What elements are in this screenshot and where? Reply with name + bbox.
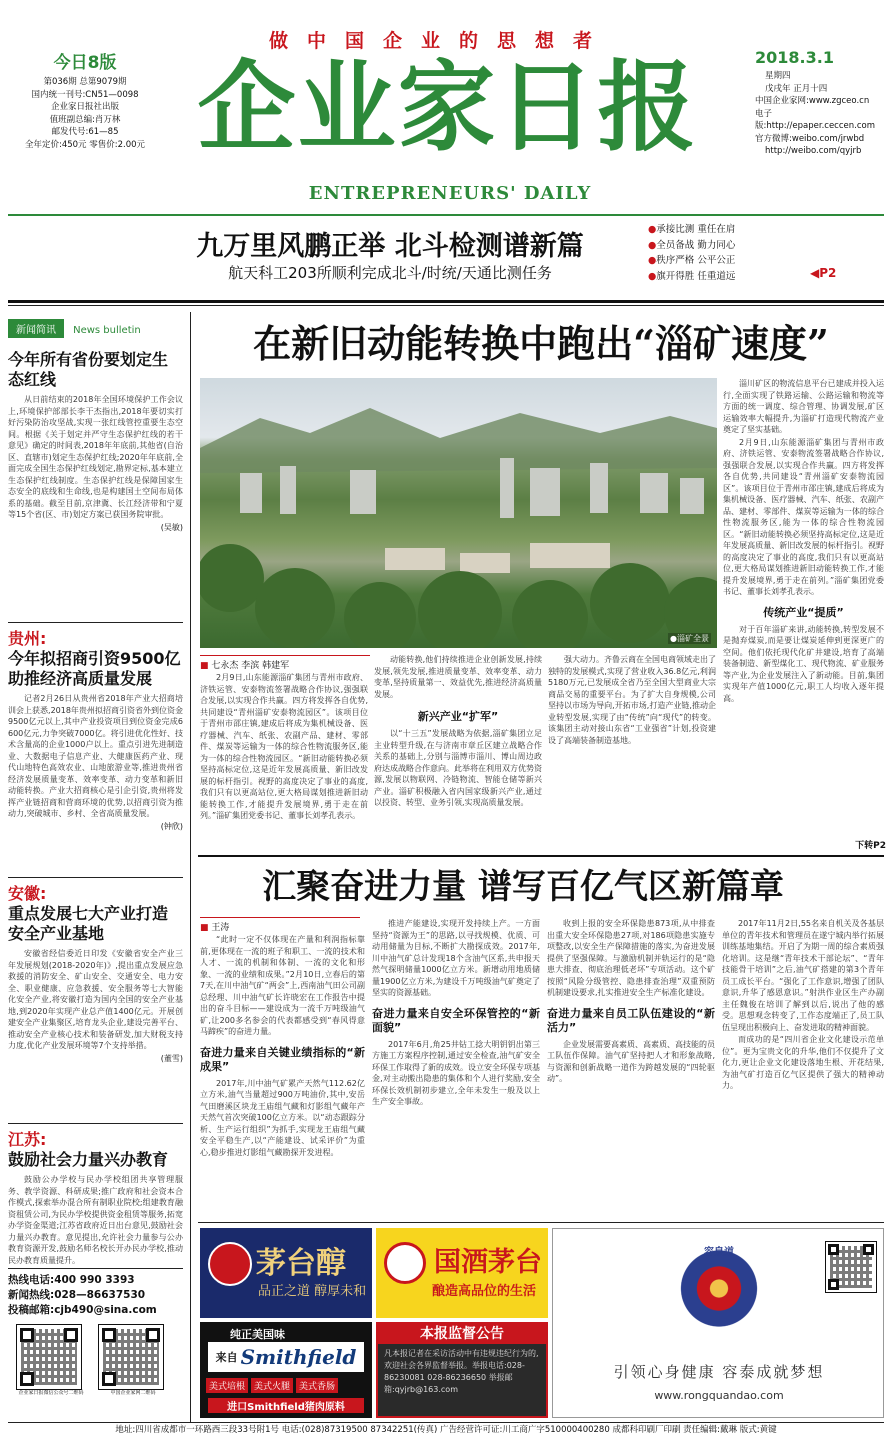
news-item-pre: 安徽: (8, 884, 47, 903)
price-info: 全年定价:450元 零售价:2.00元 (24, 139, 146, 150)
news-item-author: (董雪) (160, 1053, 183, 1063)
lead-photo (200, 378, 717, 648)
second-column-2: 推进产能建设,实现开发持续上产。一方面坚持“资源为王”的思路,以寻找规模、优质、可动用储量为目标,不断扩大勘探成效。2017年,川中油气矿总计发现18个含油气区系,共申报天然气探明储量1000亿立方米。新增动用地质储量1900亿立方米,为建设千万吨级油气矿奠定了坚实的资源基础。 奋进力量来自安全环保管控的“新面貌” 2017年6月,角25井钻工捻大明钥钥出第三方施工方案程序控制,通过安全检查,油气矿安全环保工作取得了新的成效。设立安全环保专项基金,对主动搬出隐患的集体和个人进行奖励,安全环保长效机制初步建立,全年未发生一般及以上生产安全事故。 (372, 919, 540, 1106)
qr-caption: 企业家日报微信公众号二维码 (18, 1390, 84, 1396)
news-hotline: 新闻热线:028—86637530 (8, 1289, 146, 1301)
epaper-link[interactable]: 电子版:http://epaper.ceccen.com (755, 108, 876, 131)
news-tag-en: News bulletin (73, 325, 141, 336)
news-item (8, 877, 183, 1123)
circle-bullet-icon: ● (648, 255, 657, 266)
news-item-title: 重点发展七大产业打造安全产业基地 (8, 904, 169, 943)
notice-body: 凡本报记者在采访活动中有违规违纪行为的,欢迎社会各界监督举报。举报电话:028-86230081 028-86236650 举报邮箱:qyjrb@163.com (384, 1349, 539, 1394)
ad3-item: 美式香肠 (296, 1378, 338, 1393)
lunar-date: 戊戌年 正月十四 (765, 83, 828, 94)
ad1-title: 茅台醇 (256, 1246, 346, 1281)
guojiu-logo-icon (384, 1242, 426, 1284)
triangle-arrow-icon: ◀ (810, 266, 820, 280)
ad3-bottom: 进口Smithfield猪肉原料 (208, 1398, 364, 1413)
cn-number: 国内统一刊号:CN51—0098 (31, 89, 139, 100)
issue-number: 第036期 总第9079期 (43, 77, 127, 87)
second-column-1: “此时一定不仅体现在产量和利润指标靠前,更体现在一流的班子和职工、一流的技术和人才、一流的机制和体制、一流的文化和形象、一流的业绩和成果。”2月10日,立春后的第7天,在川中油气矿“两会”上,西南油气田公司副总经理、川中油气矿长许晓宏在工作报告中提出的奋斗目标——建设成为一流千万吨级油气矿,让200多名参会的代表都感受到“春风得意马蹄疾”的奋进力量。 奋进力量来自关键业绩指标的“新成果” 2017年,川中油气矿累产天然气112.62亿立方米,油气当量超过900万吨油价,其中,安岳气田磨溪区块龙王庙组气藏和灯影组气藏年产天然气首次突破100亿立方米。以“动态跟踪分析、生产运行组织”为抓手,实现龙王庙组气藏安全平稳生产,以“产能建设、试采评价”为重心,稳步推进灯影组气藏勘探开发进程。 (200, 935, 365, 1157)
edition-label: 今日8版 (53, 53, 117, 73)
lead-column-1: 2月9日,山东能源淄矿集团与青州市政府、济铁运管、安泰物流签署战略合作协议,强强联合发展,以实现合作共赢。四方将发挥各自优势,共同建设“青州淄矿安泰物流园区”。该项目位于青州市邵庄镇,建成后将成为集机械设备、医疗器械、汽车、纸张、农副产品、建材、零部件、煤炭等运输为一体的综合性物流服务区,能为一体的综合性物流园区。“新旧动能转换必须坚持高标定位,这是近年发展高质量、新旧改发展的标杆指引。视野的高度决定了事业的高度,我们只有以更高站位,更大格局谋划推进新旧动能转换工作,才能提升发展境界,勇于走在前列。”淄矿集团党委书记、董事长刘孝孔表示。 (200, 673, 368, 820)
lead-rule (198, 855, 884, 857)
banner-point: ●承接比测 重任在肩 (648, 224, 736, 235)
news-item-author: (吴敏) (160, 522, 183, 532)
lead-column-3: 强大动力。齐鲁云商在全国电商领域走出了独特的发展模式,实现了营业收入36.8亿元,利润5180万元,已发展成全省乃至全国大型商业大宗商品交易的重要平台。为了扩大自身规模,公司坚持以市场为导向,开拓市场,打造产业链,推动企业转型发展,实现了由“传统”向“现代”的转变。该集团主动对接山东省“工业强省”计划,投资建设了高端装备制造基地。 (548, 655, 716, 745)
banner-point: ●全员备战 勤力同心 (648, 239, 736, 251)
ad1-slogan: 品正之道 醇厚未和 (258, 1284, 367, 1299)
lead-subhead-2: 传统产业“提质” (763, 605, 844, 619)
news-item-pre: 贵州: (8, 629, 47, 648)
publisher: 企业家日报社出版 (50, 102, 119, 112)
ad2-title: 国酒茅台 (434, 1247, 542, 1278)
smithfield-logo: Smithfield (240, 1345, 357, 1369)
second-author: ■ 王涛 (200, 917, 360, 931)
ad4-brand: 容泉道 (704, 1247, 734, 1258)
ad3-prefix: 来自 (215, 1351, 238, 1364)
contact-box (8, 1268, 183, 1418)
footer-info: 地址:四川省成都市一环路西三段33号附1号 电话:(028)87319500 87342251(传真) 广告经营许可证:川工商广字510000400280 成都科印刷厂印刷 责任编辑:戴琳 版式:黄键 (115, 1425, 777, 1435)
ad-guojiu-maotai[interactable] (376, 1228, 548, 1318)
ad-rongquandao[interactable] (552, 1228, 884, 1418)
second-subhead-3: 奋进力量来自员工队伍建设的“新活力” (547, 1006, 715, 1034)
weibo-link[interactable]: 官方微博:weibo.com/jrwbd (755, 133, 865, 144)
news-tag-cn: 新闻简讯 (8, 319, 64, 338)
banner-point: ●秩序严格 公平公正 (648, 255, 736, 266)
banner-points (648, 222, 798, 292)
second-subhead-2: 奋进力量来自安全环保管控的“新面貌” (372, 1006, 540, 1034)
weibo-link-2[interactable]: http://weibo.com/qyjrb (765, 146, 862, 156)
ad2-slogan: 酿造高品位的生活 (432, 1284, 537, 1299)
city-photo-illustration (200, 378, 717, 648)
lead-subhead: 新兴产业“扩军” (417, 710, 499, 723)
circle-bullet-icon: ● (648, 270, 657, 282)
second-column-3: 收到上报的安全环保隐患873项,从中排查出重大安全环保隐患27项,对186项隐患实施专项整改,以安全生产保障措施的落实,为奋进发展提供了坚强保障。与激励机制并轨运行的是“隐患大排查、彻底治理低老坏”专项活动。这个矿按照“风险分级管控、隐患排查治理”双重预防机制建设要求,扎实推进安全生产标准化建设。 奋进力量来自员工队伍建设的“新活力” 企业发展需要高素质、高素质、高技能的员工队伍作保障。油气矿坚持把人才和形象战略,与资源和创新战略一道作为跨越发展的“四轮驱动”。 (547, 919, 715, 1083)
news-item-author: (钟欣) (160, 821, 183, 831)
masthead-rule (8, 214, 884, 216)
news-item (8, 344, 183, 622)
maotai-logo-icon (208, 1242, 252, 1286)
hotline: 热线电话:400 990 3393 (8, 1274, 135, 1286)
ad3-item: 美式火腿 (251, 1378, 293, 1393)
banner-point: ●旗开得胜 任重道远 (648, 270, 736, 282)
square-bullet-icon: ■ (200, 661, 209, 669)
second-subhead: 奋进力量来自关键业绩指标的“新成果” (200, 1045, 365, 1073)
second-column-4: 2017年11月2日,55名来自机关及各基层单位的青年技术和管理员在遂宁城内举行拓展训练基地集结。开启了为期一周的综合素质强化培训。这是继“青年技术干部论坛”、“青年技能骨干培训”之后,油气矿搭建的第3个青年员工成长平台。“强化了工作意识,增强了团队意识,升华了感恩意识。”射洪作业区生产办副主任魏俊在培训了解到以后,说出了他的感受。思想观念转变了,工作态度端正了,员工队伍呈现出积极向上、奋发进取的精神面貌。 而成功的是“四川省企业文化建设示范单位”。更为宝贵文化的升华,他们不仅提升了文化力,更让企业文化建设落地生根、开花结果,为油气矿打造百亿气区提供了强大的精神动力。 (722, 919, 884, 1090)
news-item (8, 622, 183, 877)
banner-subline: 航天科工203所顺利完成北斗/时统/天通比测任务 (228, 264, 552, 282)
ad3-line1: 纯正美国味 (230, 1328, 285, 1341)
ad-smithfield[interactable] (200, 1322, 372, 1418)
news-item-body: 鼓励公办学校与民办学校组团共享管理服务、教学资源、科研成果;推广政府和社会资本合作模式,探索举办混合所有制职业院校;组建教育融资租赁公司,为民办学校提供资金租赁等服务,拓宽办学资金渠道;江苏省政府近日出台意见,鼓励社会力量兴办教育。意见提出,允许社会力量参与公办教育资源开发,鼓励名师名校长开办民办学校,推动民办教育质量提升。 (8, 1175, 183, 1265)
news-tag (8, 318, 183, 338)
news-bulletin-column (8, 318, 183, 1363)
news-item-title: 今年拟招商引资9500亿助推经济高质量发展 (8, 649, 181, 688)
ad4-url[interactable]: www.rongquandao.com (654, 1389, 784, 1402)
masthead-left-info (10, 48, 160, 166)
wechat-qr-code (16, 1324, 86, 1397)
footer-rule (8, 1422, 884, 1423)
notice-title: 本报监督公告 (378, 1324, 546, 1344)
circle-bullet-icon: ● (648, 239, 657, 251)
banner-rule-thin (8, 305, 884, 306)
issue-date: 2018.3.1 (755, 48, 834, 67)
banner-rule (8, 300, 884, 303)
qr-caption: 中国企业家网二维码 (110, 1390, 156, 1396)
website-link[interactable]: 中国企业家网:www.zgceo.cn (755, 96, 870, 106)
circle-bullet-icon: ● (648, 224, 657, 235)
lead-headline: 在新旧动能转换中跑出“淄矿速度” (253, 321, 829, 366)
ad3-item: 美式培根 (206, 1378, 248, 1393)
lead-authors: ■ 七永杰 李滨 韩建军 (200, 655, 370, 669)
news-item-pre: 江苏: (8, 1130, 47, 1149)
supervision-notice (376, 1322, 548, 1418)
post-code: 邮发代号:61—85 (51, 127, 119, 137)
masthead-right-info (755, 48, 885, 168)
photo-caption: ●淄矿全景 (670, 634, 709, 643)
paper-title-en: ENTREPRENEURS' DAILY (308, 183, 592, 204)
duty-editor: 值班副总编:肖万林 (49, 114, 121, 125)
ad4-slogan: 引领心身健康 容泰成就梦想 (613, 1363, 825, 1381)
weekday: 星期四 (765, 71, 791, 81)
rongquandao-qr-code (825, 1241, 877, 1293)
lead-column-2: 动能转换,他们持续推进企业创新发展,持续发展,领先发展,推进质量变革、效率变革、动力变革,坚持质量第一、效益优先,推进经济高质量发展。 新兴产业“扩军” 以“十三五”发展战略为依据,淄矿集团立足主业转型升级,在与济南市章丘区建立战略合作关系的基础上,分别与淄博市淄川、博山周边政府达成战略合作意向。此举将在利用双方优势资源,发展以物联网、冷链物流、智能仓储等新兴产业。淄矿积极融入省内国家级新兴产业,通过以投资、转型、业务引领,实现高质量发展。 (374, 655, 542, 807)
slogan: 做中国企业的思想者 (268, 30, 611, 52)
banner-headline: 九万里风鹏正举 北斗检测谱新篇 (196, 231, 584, 260)
news-item-body: 记者2月26日从贵州省2018年产业大招商培训会上获悉,2018年贵州拟招商引资省外到位资金9500亿元以上,其中产业投资项目到位资金完成6600亿元,力争突破7000亿。将引进优化性好、技术含量高的企业1000户以上。重点引进先进制造业、大数据电子信息产业、大健康医药产业、现代山地特色高效农业、山地旅游业等,推进贵州省经济发展质量变革、效率变革、动力变革和新旧动能转换。产业大招商核心是引企引资,贵州将发挥产业链招商和营商环境的优势,以招商引资为推动力,突破城市、乡村、全省高质量发展。 (8, 694, 183, 818)
news-item-title: 今年所有省份要划定生态红线 (8, 350, 169, 389)
ads-rule (198, 1222, 884, 1223)
square-bullet-icon: ■ (200, 923, 209, 931)
column-divider (190, 312, 191, 1422)
news-item-body: 从日前结束的2018年全国环境保护工作会议上,环境保护部部长李干杰指出,2018年要切实打好污染防治攻坚战,实现一张红线管控重要生态空间。根据《关于划定并严守生态保护红线的若干意见》确定的时间表,2018年年底前,其他省(自治区、直辖市)划定生态保护红线;2020年年底前,全面完成全国生态保护红线划定,勘界定标,基本建立生态保护红线制度。生态保护红线是保障国家生态安全的底线和生命线,也是构建国土空间布局体系的基础。截至目前,京津冀、长江经济带和宁夏等15个省(区、市)划定方案已获国务院审批。 (8, 395, 183, 519)
second-headline: 汇聚奋进力量 谱写百亿气区新篇章 (262, 867, 784, 907)
news-item-title: 鼓励社会力量兴办教育 (8, 1150, 169, 1169)
lead-column-4: 淄川矿区的物流信息平台已建成并投入运行,全面实现了铁路运输、公路运输和物流等方面的统一调度、综合管理、协调发展,矿区运输效率大幅提升,为淄矿打造现代物流产业奠定了坚实基础。 2月9日,山东能源淄矿集团与青州市政府、济铁运管、安泰物流签署战略合作协议,强强联合发展,以实现合作共赢。四方将发挥各自优势,共同建设“青州淄矿安泰物流园区”。该项目位于青州市邵庄镇,建成后将成为集机械设备、医疗器械、汽车、纸张、农副产品、建材、零部件、煤炭等运输为一体的综合性物流服务区,能为一体的综合性物流园区。“新旧动能转换必须坚持高标定位,这是近年发展高质量、新旧改发展的标杆指引。视野的高度决定了事业的高度,我们只有以更高站位,更大格局谋划推进新旧动能转换工作,才能提升发展境界,勇于走在前列。”淄矿集团党委书记、董事长刘孝孔表示。 传统产业“提质” 对于百年淄矿来讲,动能转换,转型发展不是抛弃煤炭,而是要让煤炭延伸到更深更广的空间。他们依托现代化矿井建设,培育了高端装备制造、新型煤化工、现代物流、矿业服务等产业,为企业发展注入了新动能。目前,集团实现年产值1000亿元,职工人均收入逐年提高。 (723, 379, 884, 703)
website-qr-code (98, 1324, 168, 1397)
banner-page-ref[interactable]: ◀P2 (810, 266, 837, 280)
paper-title: 企业家日报 (197, 50, 698, 165)
news-item-body: 安徽省经信委近日印发《安徽省安全产业三年发展规划(2018-2020年)》,提出重点发展应急救援的消防安全、矿山安全、交通安全、电力安全、职业健康、应急救援、安全服务等七大智能化安全产业,将安徽打造为国内全国的安全产业基地,到2020年实现产业总产值1400亿元。开展创建安全产业集聚区,培育龙头企业,建设完善平台、推动安全产业核心技术和装备研发,加大财税支持力度,优化产业发展环境等7个支持举措。 (8, 949, 183, 1050)
ad-maotai-chun[interactable] (200, 1228, 372, 1318)
lead-page-ref[interactable]: 下转P2 (840, 838, 886, 852)
submission-email[interactable]: 投稿邮箱:cjb490@sina.com (8, 1304, 157, 1316)
